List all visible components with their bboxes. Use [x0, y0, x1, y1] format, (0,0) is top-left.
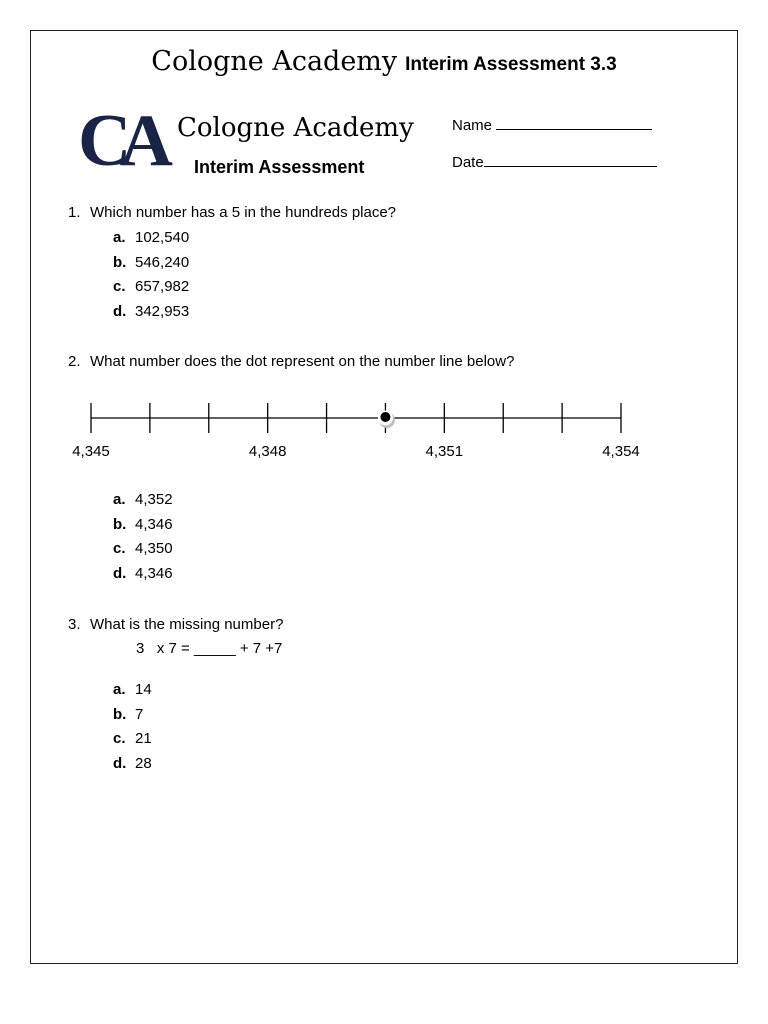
- question-3: [68, 616, 283, 633]
- option-b[interactable]: [113, 706, 152, 731]
- number-line-label: 4,351: [425, 443, 464, 460]
- option-a[interactable]: [113, 491, 173, 516]
- option-letter: a.: [113, 681, 126, 698]
- date-label: Date: [452, 154, 484, 171]
- question-2-options: [113, 491, 173, 590]
- option-letter: d.: [113, 565, 127, 583]
- school-logo: CA: [78, 100, 161, 182]
- option-c[interactable]: [113, 730, 152, 755]
- header-subtitle: Interim Assessment: [194, 157, 365, 177]
- question-number: 3.: [68, 616, 81, 633]
- option-text: 21: [135, 730, 152, 748]
- question-text: What number does the dot represent on the number line below?: [90, 353, 515, 370]
- number-line-label: 4,345: [72, 443, 110, 460]
- option-text: 7: [135, 705, 144, 723]
- title-school-name: Cologne Academy: [151, 46, 398, 77]
- option-b[interactable]: [113, 516, 173, 541]
- question-3-options: [113, 681, 152, 780]
- header-school-name: Cologne Academy: [177, 113, 414, 143]
- title-assessment-name: Interim Assessment 3.3: [405, 54, 617, 75]
- option-d[interactable]: [113, 565, 173, 590]
- option-c[interactable]: [113, 540, 173, 565]
- option-letter: d.: [113, 755, 127, 773]
- option-text: 4,352: [135, 491, 173, 508]
- question-text: What is the missing number?: [90, 616, 284, 633]
- option-letter: a.: [113, 229, 126, 246]
- option-letter: d.: [113, 303, 127, 321]
- number-line-label: 4,354: [602, 443, 640, 460]
- option-letter: c.: [113, 278, 126, 296]
- option-text: 28: [135, 755, 152, 773]
- option-letter: a.: [113, 491, 126, 508]
- option-letter: c.: [113, 730, 126, 748]
- option-d[interactable]: [113, 755, 152, 780]
- option-text: 4,346: [135, 565, 173, 583]
- option-text: 102,540: [135, 229, 190, 246]
- question-number: 2.: [68, 353, 81, 370]
- option-letter: b.: [113, 253, 127, 271]
- option-text: 14: [135, 681, 152, 698]
- option-text: 4,350: [135, 540, 173, 558]
- option-letter: b.: [113, 705, 127, 723]
- option-letter: c.: [113, 540, 126, 558]
- number-line-label: 4,348: [248, 443, 287, 460]
- question-number: 1.: [68, 204, 81, 221]
- number-line-dot: [380, 412, 390, 422]
- name-label: Name: [452, 117, 493, 134]
- option-letter: b.: [113, 515, 127, 533]
- option-text: 342,953: [135, 303, 190, 321]
- option-text: 657,982: [135, 278, 190, 296]
- equation: 3 x 7 = _____ + 7 +7: [136, 640, 283, 657]
- option-text: 4,346: [135, 515, 173, 533]
- question-text: Which number has a 5 in the hundreds place?: [90, 204, 397, 221]
- option-text: 546,240: [135, 253, 190, 271]
- option-a[interactable]: [113, 681, 152, 706]
